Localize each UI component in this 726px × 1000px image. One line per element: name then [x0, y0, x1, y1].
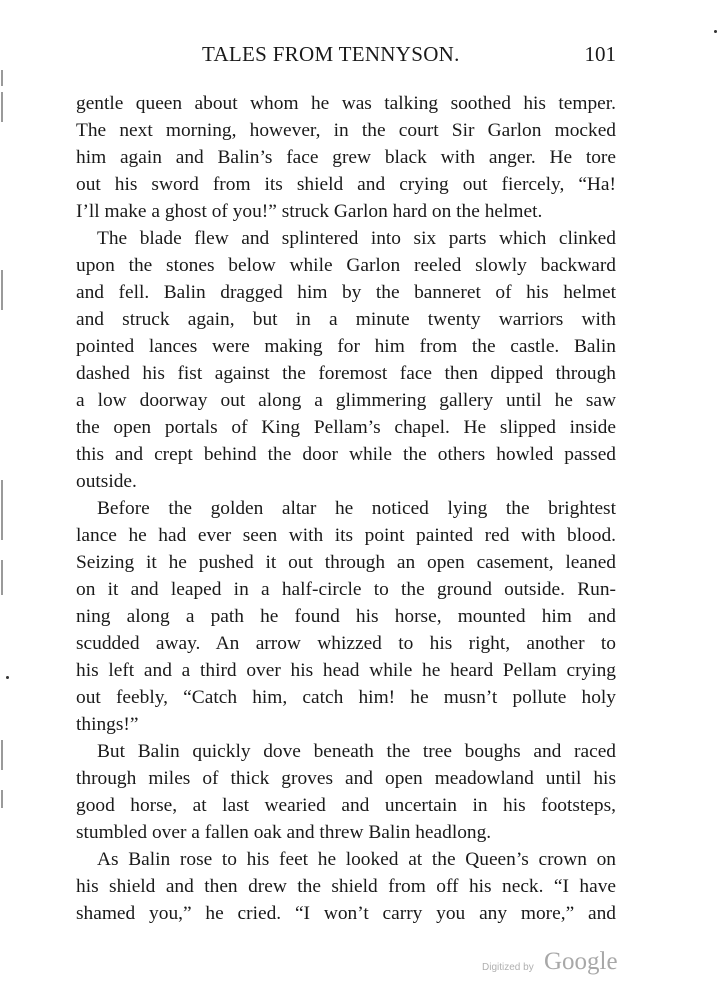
- text-line: out his sword from its shield and crying out fiercely, “Ha!: [76, 174, 616, 195]
- scan-speck: [6, 676, 9, 679]
- text-line: lance he had ever seen with its point painted red with blood.: [76, 525, 616, 546]
- text-line: on it and leaped in a half-circle to the ground outside. Run-: [76, 579, 616, 600]
- digitization-watermark: [482, 950, 632, 980]
- text-line: him again and Balin’s face grew black with anger. He tore: [76, 147, 616, 168]
- scan-edge-mark: [1, 790, 3, 808]
- text-line: ning along a path he found his horse, mounted him and: [76, 606, 616, 627]
- running-header: [76, 42, 616, 72]
- watermark-prefix: Digitized by: [482, 962, 534, 973]
- text-line: outside.: [76, 471, 137, 492]
- text-line: and struck again, but in a minute twenty warriors with: [76, 309, 616, 330]
- text-line: his shield and then drew the shield from off his neck. “I have: [76, 876, 616, 897]
- text-line: I’ll make a ghost of you!” struck Garlon hard on the helmet.: [76, 201, 543, 222]
- scan-edge-mark: [1, 740, 3, 770]
- paragraph-start-line: But Balin quickly dove beneath the tree boughs and raced: [97, 741, 616, 762]
- text-line: out feebly, “Catch him, catch him! he musn’t pollute holy: [76, 687, 616, 708]
- text-line: through miles of thick groves and open meadowland until his: [76, 768, 616, 789]
- paragraph-start-line: Before the golden altar he noticed lying the brightest: [97, 498, 616, 519]
- text-line: Seizing it he pushed it out through an open casement, leaned: [76, 552, 616, 573]
- text-line: The next morning, however, in the court Sir Garlon mocked: [76, 120, 616, 141]
- text-line: the open portals of King Pellam’s chapel. He slipped inside: [76, 417, 616, 438]
- page-number: 101: [584, 42, 616, 66]
- text-line: a low doorway out along a glimmering gallery until he saw: [76, 390, 616, 411]
- text-line: scudded away. An arrow whizzed to his right, another to: [76, 633, 616, 654]
- scan-edge-mark: [1, 270, 3, 310]
- paragraph-start-line: The blade flew and splintered into six parts which clinked: [97, 228, 616, 249]
- text-line: stumbled over a fallen oak and threw Balin headlong.: [76, 822, 492, 843]
- scan-edge-mark: [1, 92, 3, 122]
- scan-edge-mark: [1, 480, 3, 540]
- scan-speck: [714, 30, 717, 33]
- text-line: pointed lances were making for him from the castle. Balin: [76, 336, 616, 357]
- text-line: this and crept behind the door while the others howled passed: [76, 444, 616, 465]
- text-line: good horse, at last wearied and uncertain in his footsteps,: [76, 795, 616, 816]
- text-line: dashed his fist against the foremost face then dipped through: [76, 363, 616, 384]
- text-line: shamed you,” he cried. “I won’t carry you any more,” and: [76, 903, 616, 924]
- watermark-logo: Google: [544, 948, 618, 975]
- paragraph-start-line: As Balin rose to his feet he looked at the Queen’s crown on: [97, 849, 616, 870]
- text-line: things!”: [76, 714, 139, 735]
- text-line: upon the stones below while Garlon reeled slowly backward: [76, 255, 616, 276]
- text-line: his left and a third over his head while he heard Pellam crying: [76, 660, 616, 681]
- body-text: [76, 90, 616, 927]
- text-line: gentle queen about whom he was talking soothed his temper.: [76, 93, 616, 114]
- scan-edge-mark: [1, 70, 3, 86]
- scan-edge-mark: [1, 560, 3, 595]
- running-title: TALES FROM TENNYSON.: [202, 42, 460, 66]
- text-line: and fell. Balin dragged him by the banneret of his helmet: [76, 282, 616, 303]
